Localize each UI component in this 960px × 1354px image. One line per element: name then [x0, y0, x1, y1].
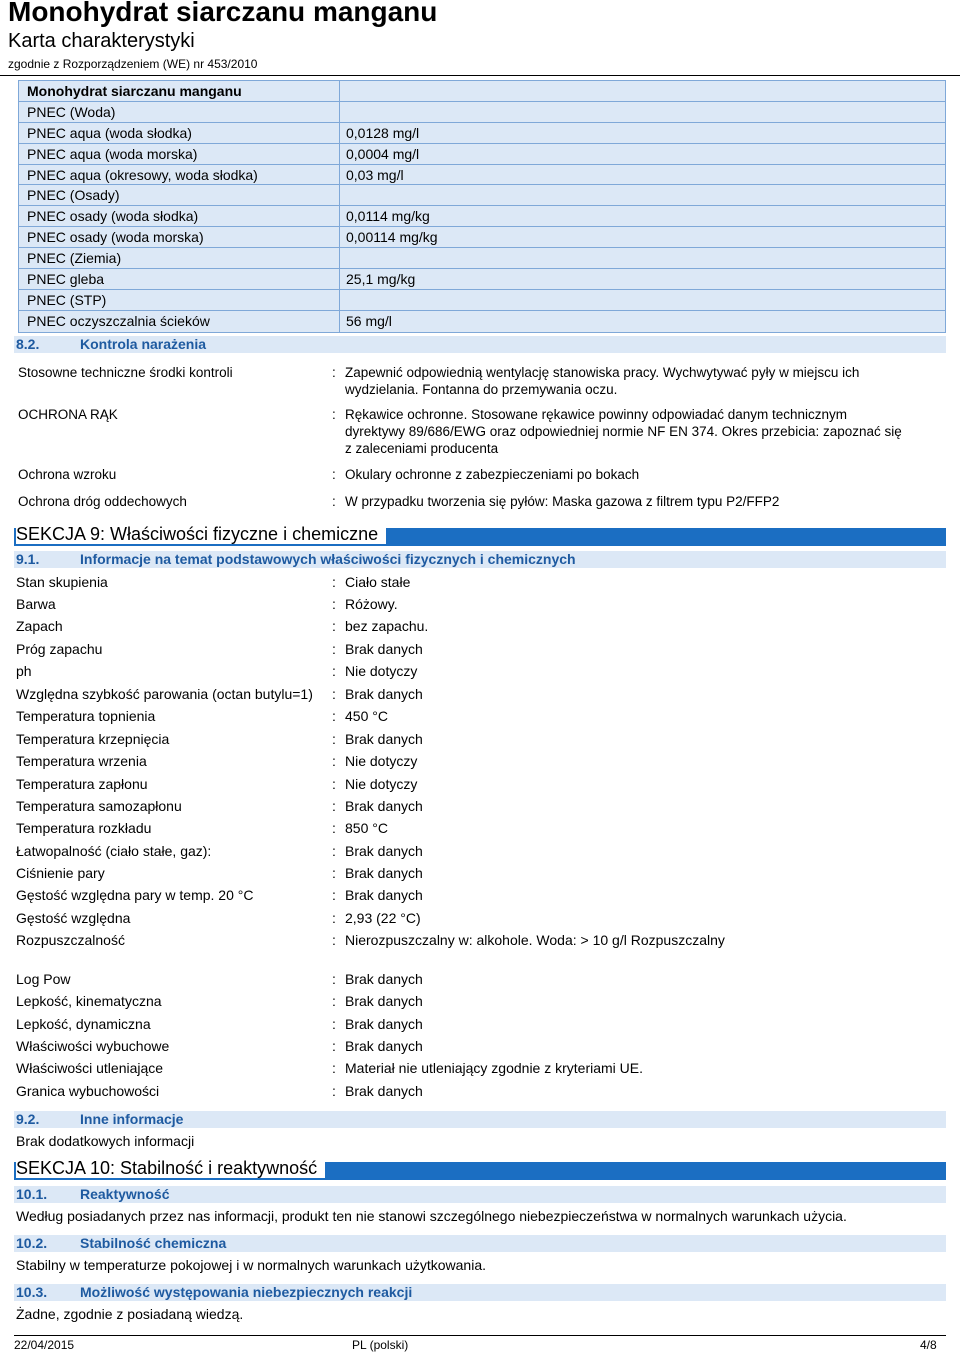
footer-divider — [14, 1335, 946, 1336]
separator-colon: : — [332, 686, 336, 702]
control-label: OCHRONA RĄK — [18, 407, 118, 422]
property-value: 2,93 (22 °C) — [345, 910, 421, 926]
document-subtitle: Karta charakterystyki — [8, 30, 195, 52]
subsection-title: Stabilność chemiczna — [80, 1235, 227, 1251]
subsection-9-1-header — [14, 551, 946, 568]
hazardous-reactions-text: Żadne, zgodnie z posiadaną wiedzą. — [16, 1306, 244, 1322]
footer-date: 22/04/2015 — [14, 1338, 75, 1352]
property-value: Nie dotyczy — [345, 776, 418, 792]
pnec-label: PNEC aqua (woda morska) — [27, 145, 198, 162]
property-label: Ciśnienie pary — [16, 865, 105, 881]
property-label: Barwa — [16, 596, 56, 612]
subsection-8-2-header — [14, 336, 946, 353]
subsection-number: 9.1. — [16, 551, 40, 567]
property-label: Temperatura rozkładu — [16, 820, 152, 836]
property-label: Próg zapachu — [16, 641, 103, 657]
pnec-label: PNEC osady (woda morska) — [27, 229, 204, 246]
subsection-10-1-header — [14, 1186, 946, 1203]
property-value: Brak danych — [345, 971, 423, 987]
control-value: Zapewnić odpowiednią wentylację stanowiska pracy. Wychwytywać pyły w miejscu ich wydzielania. Fontanna do przemywania oczu. — [345, 365, 860, 397]
separator-colon: : — [332, 407, 336, 422]
separator-colon: : — [332, 618, 336, 634]
regulation-note: zgodnie z Rozporządzeniem (WE) nr 453/2010 — [8, 57, 258, 71]
pnec-row — [19, 102, 945, 123]
subsection-number: 10.2. — [16, 1235, 48, 1251]
pnec-label: PNEC aqua (woda słodka) — [27, 124, 192, 141]
control-label: Ochrona dróg oddechowych — [18, 494, 187, 509]
footer-language: PL (polski) — [352, 1338, 409, 1352]
pnec-value — [339, 102, 346, 122]
separator-colon: : — [332, 798, 336, 814]
pnec-value: 0,0114 mg/kg — [339, 206, 430, 226]
document-title: Monohydrat siarczanu manganu — [8, 0, 438, 27]
separator-colon: : — [332, 596, 336, 612]
separator-colon: : — [332, 1038, 336, 1054]
subsection-title: Inne informacje — [80, 1111, 184, 1127]
control-value: Rękawice ochronne. Stosowane rękawice powinny odpowiadać danym technicznym dyrektywy 89/686/EWG oraz odpowiedniej normie NF EN 374. Okres przebicia: zapoznać się z zaleceniami producenta — [345, 407, 902, 456]
pnec-row — [19, 165, 945, 186]
property-value: Brak danych — [345, 686, 423, 702]
pnec-value — [339, 81, 346, 101]
separator-colon: : — [332, 663, 336, 679]
property-label: Temperatura wrzenia — [16, 753, 147, 769]
pnec-label: PNEC gleba — [27, 271, 105, 288]
separator-colon: : — [332, 1083, 336, 1099]
property-label: Właściwości utleniające — [16, 1060, 164, 1076]
section-9-header — [14, 524, 946, 546]
property-value: Brak danych — [345, 641, 423, 657]
property-value: Brak danych — [345, 731, 423, 747]
pnec-row — [19, 227, 945, 248]
property-value: 450 °C — [345, 708, 388, 724]
other-information-text: Brak dodatkowych informacji — [16, 1133, 195, 1149]
section-title: SEKCJA 10: Stabilność i reaktywność — [16, 1158, 325, 1178]
subsection-10-3-header — [14, 1284, 946, 1301]
pnec-value: 0,00114 mg/kg — [339, 227, 438, 247]
property-label: Temperatura topnienia — [16, 708, 156, 724]
property-label: Gęstość względna — [16, 910, 131, 926]
pnec-row — [19, 206, 945, 227]
pnec-label: Monohydrat siarczanu manganu — [27, 83, 242, 99]
separator-colon: : — [332, 776, 336, 792]
pnec-value: 0,0128 mg/l — [339, 123, 419, 143]
separator-colon: : — [332, 971, 336, 987]
subsection-10-2-header — [14, 1235, 946, 1252]
separator-colon: : — [332, 1016, 336, 1032]
pnec-table — [18, 80, 946, 333]
separator-colon: : — [332, 641, 336, 657]
property-value: Ciało stałe — [345, 574, 411, 590]
pnec-row — [19, 311, 945, 332]
subsection-title: Kontrola narażenia — [80, 336, 207, 352]
property-label: Temperatura krzepnięcia — [16, 731, 170, 747]
pnec-row — [19, 185, 945, 206]
separator-colon: : — [332, 753, 336, 769]
separator-colon: : — [332, 887, 336, 903]
property-value: Brak danych — [345, 1083, 423, 1099]
separator-colon: : — [332, 467, 336, 482]
property-label: Właściwości wybuchowe — [16, 1038, 170, 1054]
separator-colon: : — [332, 365, 336, 380]
pnec-row — [19, 144, 945, 165]
pnec-label: PNEC (STP) — [27, 291, 107, 308]
pnec-label: PNEC aqua (okresowy, woda słodka) — [27, 166, 258, 183]
property-label: Temperatura zapłonu — [16, 776, 148, 792]
header-divider — [0, 75, 960, 76]
subsection-title: Możliwość występowania niebezpiecznych reakcji — [80, 1284, 413, 1300]
property-value: Brak danych — [345, 865, 423, 881]
pnec-row — [19, 290, 945, 311]
pnec-value — [339, 290, 346, 310]
subsection-number: 8.2. — [16, 336, 40, 352]
subsection-number: 10.3. — [16, 1284, 48, 1300]
separator-colon: : — [332, 843, 336, 859]
pnec-label: PNEC (Osady) — [27, 187, 120, 204]
separator-colon: : — [332, 1060, 336, 1076]
property-value: Nie dotyczy — [345, 753, 418, 769]
property-label: Rozpuszczalność — [16, 932, 125, 948]
property-label: Zapach — [16, 618, 63, 634]
subsection-number: 10.1. — [16, 1186, 48, 1202]
separator-colon: : — [332, 494, 336, 509]
control-value: W przypadku tworzenia się pyłów: Maska gazowa z filtrem typu P2/FFP2 — [345, 494, 780, 509]
separator-colon: : — [332, 731, 336, 747]
property-label: ph — [16, 663, 32, 679]
pnec-row — [19, 123, 945, 144]
control-label: Ochrona wzroku — [18, 467, 117, 482]
property-value: Nierozpuszczalny w: alkohole. Woda: > 10 g/l Rozpuszczalny — [345, 932, 725, 948]
property-value: Różowy. — [345, 596, 398, 612]
pnec-row — [19, 269, 945, 290]
property-value: Materiał nie utleniający zgodnie z kryteriami UE. — [345, 1060, 644, 1076]
property-value: Brak danych — [345, 843, 423, 859]
pnec-value — [339, 248, 346, 268]
control-label: Stosowne techniczne środki kontroli — [18, 365, 233, 380]
property-label: Gęstość względna pary w temp. 20 °C — [16, 887, 254, 903]
property-label: Lepkość, dynamiczna — [16, 1016, 151, 1032]
pnec-value: 0,0004 mg/l — [339, 144, 419, 164]
property-value: Brak danych — [345, 993, 423, 1009]
chemical-stability-text: Stabilny w temperaturze pokojowej i w normalnych warunkach użytkowania. — [16, 1257, 486, 1273]
pnec-value: 0,03 mg/l — [339, 165, 404, 185]
separator-colon: : — [332, 865, 336, 881]
section-10-header — [14, 1158, 946, 1180]
separator-colon: : — [332, 910, 336, 926]
property-label: Łatwopalność (ciało stałe, gaz): — [16, 843, 212, 859]
property-value: Brak danych — [345, 1016, 423, 1032]
section-title: SEKCJA 9: Właściwości fizyczne i chemiczne — [16, 524, 386, 544]
subsection-number: 9.2. — [16, 1111, 40, 1127]
property-value: Brak danych — [345, 1038, 423, 1054]
pnec-value — [339, 185, 346, 205]
separator-colon: : — [332, 820, 336, 836]
subsection-title: Reaktywność — [80, 1186, 170, 1202]
separator-colon: : — [332, 574, 336, 590]
property-label: Względna szybkość parowania (octan butylu=1) — [16, 686, 313, 702]
pnec-label: PNEC (Woda) — [27, 103, 116, 120]
subsection-9-2-header — [14, 1111, 946, 1128]
separator-colon: : — [332, 932, 336, 948]
property-label: Temperatura samozapłonu — [16, 798, 182, 814]
property-value: Nie dotyczy — [345, 663, 418, 679]
property-value: 850 °C — [345, 820, 388, 836]
subsection-title: Informacje na temat podstawowych właściwości fizycznych i chemicznych — [80, 551, 576, 567]
reactivity-text: Według posiadanych przez nas informacji, produkt ten nie stanowi szczególnego niebezpieczeństwa w normalnych warunkach użycia. — [16, 1208, 847, 1224]
pnec-label: PNEC (Ziemia) — [27, 250, 122, 267]
property-value: Brak danych — [345, 887, 423, 903]
property-label: Lepkość, kinematyczna — [16, 993, 162, 1009]
property-value: bez zapachu. — [345, 618, 429, 634]
pnec-row — [19, 81, 945, 102]
pnec-value: 25,1 mg/kg — [339, 269, 415, 289]
pnec-label: PNEC osady (woda słodka) — [27, 208, 199, 225]
property-label: Log Pow — [16, 971, 71, 987]
pnec-row — [19, 248, 945, 269]
pnec-label: PNEC oczyszczalnia ścieków — [27, 312, 210, 329]
footer-page-number: 4/8 — [920, 1338, 937, 1352]
property-label: Granica wybuchowości — [16, 1083, 160, 1099]
control-value: Okulary ochronne z zabezpieczeniami po bokach — [345, 467, 640, 482]
separator-colon: : — [332, 993, 336, 1009]
pnec-value: 56 mg/l — [339, 311, 392, 332]
property-label: Stan skupienia — [16, 574, 108, 590]
property-value: Brak danych — [345, 798, 423, 814]
separator-colon: : — [332, 708, 336, 724]
